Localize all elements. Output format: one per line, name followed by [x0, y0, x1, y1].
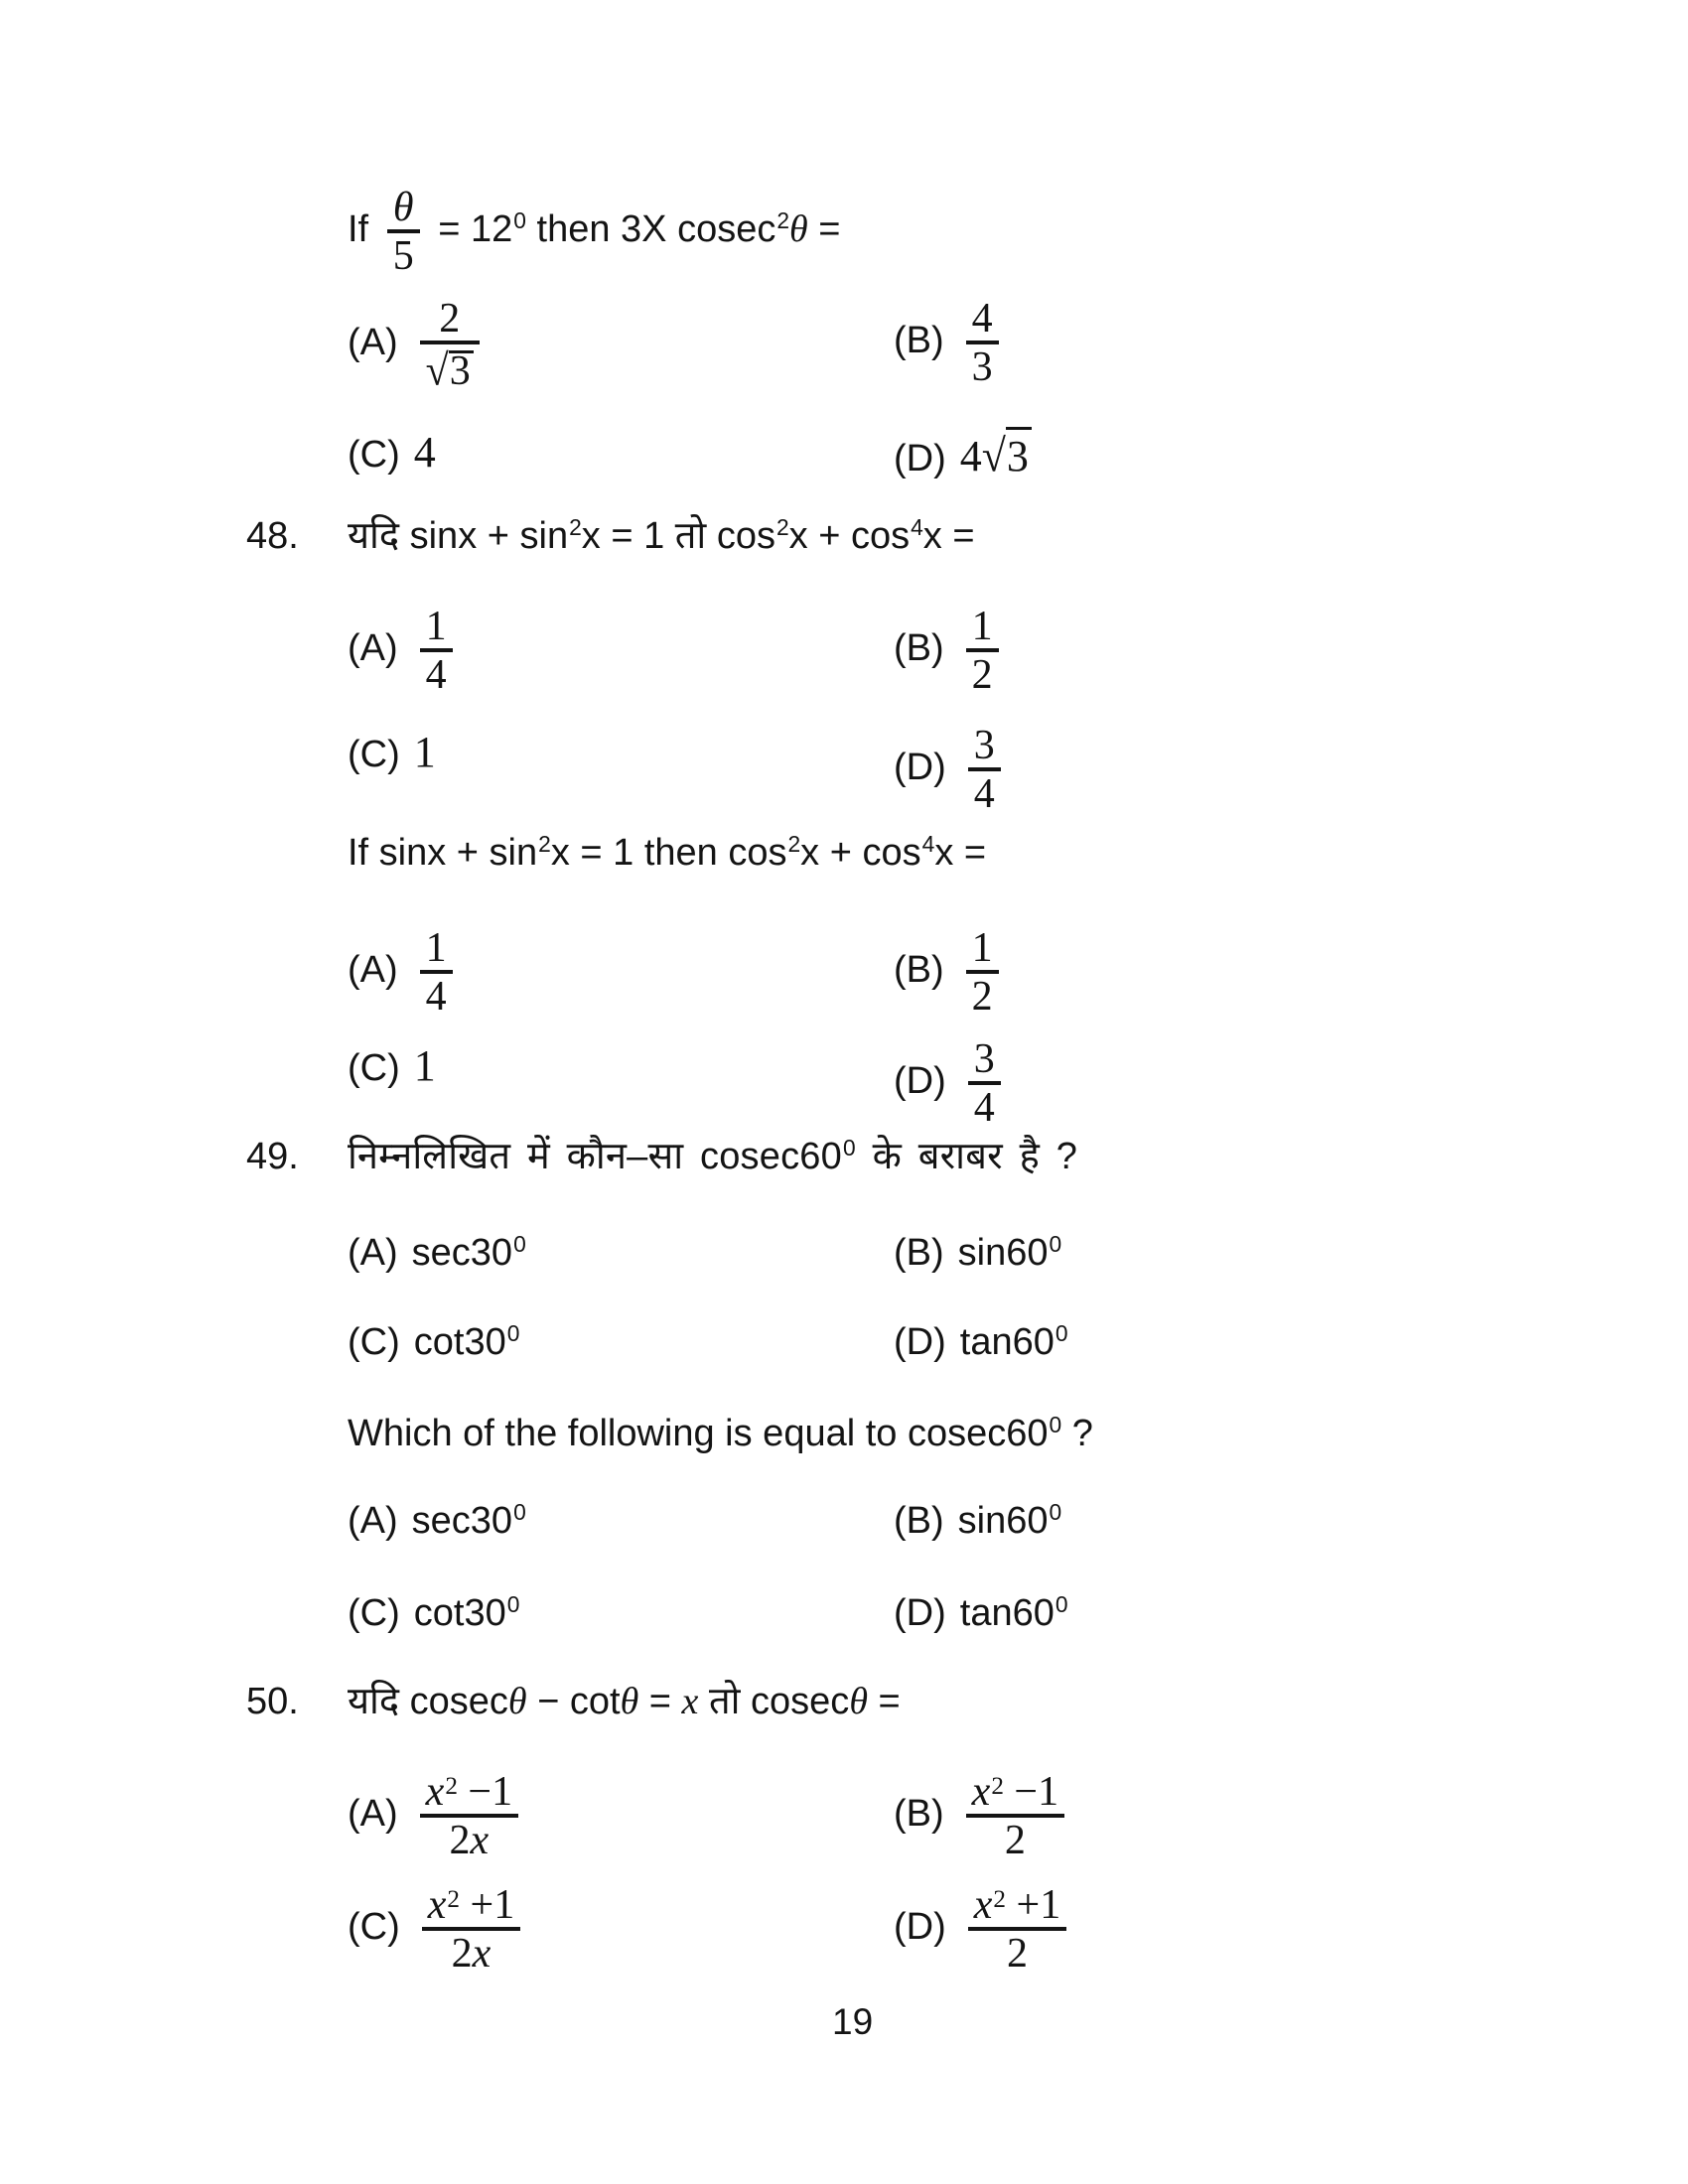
option-value: $\frac{1}{2}$	[958, 627, 1007, 669]
option-value: $\frac{1}{4}$	[412, 949, 461, 991]
option-47-a	[348, 296, 488, 396]
option-label: (D)	[894, 1592, 946, 1634]
option-49-b	[894, 1499, 1061, 1545]
option-48-c	[348, 727, 436, 779]
option-value: $\frac{x2 +1}{2}$	[960, 1906, 1074, 1948]
question-49-stem-hindi: निम्नलिखित में कौन–सा cosec600 के बराबर है ?	[348, 1135, 1078, 1177]
option-49-a	[348, 1499, 526, 1545]
option-label: (A)	[348, 322, 398, 364]
question-50-stem-hindi: यदि cosecθ − cotθ = x तो cosecθ =	[348, 1681, 901, 1722]
question-49-number: 49.	[246, 1136, 299, 1177]
question-48-stem-english: If sinx + sin2x = 1 then cos2x + cos4x =	[348, 831, 987, 874]
option-label: (B)	[894, 320, 944, 362]
option-label: (B)	[894, 1232, 944, 1274]
option-label: (A)	[348, 1232, 398, 1274]
option-value: $\frac{4}{3}$	[958, 314, 1007, 362]
option-48-c	[348, 1040, 436, 1093]
option-49-d	[894, 1320, 1068, 1366]
option-label: (D)	[894, 1059, 946, 1102]
option-value: $\frac{2}{√3}$	[412, 316, 488, 364]
option-label: (D)	[894, 1321, 946, 1363]
option-48-b	[894, 925, 1007, 1021]
option-label: (A)	[348, 948, 398, 991]
option-value: tan600	[959, 1591, 1068, 1634]
option-label: (B)	[894, 1500, 944, 1542]
option-value: $\frac{x2 +1}{2x}$	[414, 1906, 528, 1948]
option-label: (D)	[894, 746, 946, 788]
option-49-b	[894, 1231, 1061, 1277]
option-value: sec300	[411, 1499, 526, 1542]
option-value: sin600	[957, 1499, 1062, 1542]
option-48-d	[894, 723, 1009, 818]
option-48-a	[348, 925, 461, 1021]
option-value: $\frac{3}{4}$	[960, 747, 1009, 788]
option-50-b	[894, 1769, 1072, 1864]
option-value: 1	[413, 728, 436, 776]
option-47-b	[894, 296, 1007, 391]
option-49-c	[348, 1320, 519, 1366]
option-50-c	[348, 1882, 528, 1978]
option-label: (C)	[348, 1321, 400, 1363]
option-label: (B)	[894, 626, 944, 669]
option-value: 1	[413, 1041, 436, 1090]
page-number: 19	[832, 2001, 874, 2042]
option-label: (A)	[348, 1500, 398, 1542]
option-49-d	[894, 1591, 1068, 1637]
option-value: 4	[413, 428, 436, 477]
option-48-d	[894, 1036, 1009, 1132]
option-label: (C)	[348, 434, 400, 476]
option-value: $\frac{3}{4}$	[960, 1060, 1009, 1102]
option-48-b	[894, 604, 1007, 699]
question-47-stem-english: If $\frac{\theta}{5}$ = 120 then 3X cosec2θ =	[348, 185, 841, 280]
option-value: tan600	[959, 1320, 1068, 1363]
option-label: (B)	[894, 948, 944, 991]
question-49-stem-english: Which of the following is equal to cosec600 ?	[348, 1412, 1093, 1454]
option-47-d	[894, 427, 1032, 483]
option-label: (D)	[894, 1905, 946, 1948]
option-label: (C)	[348, 1905, 400, 1948]
option-47-c	[348, 427, 436, 479]
option-50-d	[894, 1882, 1074, 1978]
option-label: (A)	[348, 626, 398, 669]
option-value: 4√3	[960, 432, 1032, 480]
option-value: sin600	[957, 1231, 1062, 1274]
option-label: (C)	[348, 1592, 400, 1634]
option-label: (D)	[894, 438, 946, 479]
option-label: (C)	[348, 734, 400, 775]
question-48-number: 48.	[246, 515, 299, 557]
option-49-c	[348, 1591, 519, 1637]
option-value: $\frac{1}{2}$	[958, 949, 1007, 991]
option-label: (C)	[348, 1047, 400, 1089]
option-49-a	[348, 1231, 526, 1277]
question-50-number: 50.	[246, 1681, 299, 1722]
option-value: cot300	[413, 1320, 520, 1363]
question-48-stem-hindi: यदि sinx + sin2x = 1 तो cos2x + cos4x =	[348, 514, 975, 557]
option-label: (B)	[894, 1792, 944, 1835]
option-value: $\frac{1}{4}$	[412, 627, 461, 669]
option-50-a	[348, 1769, 526, 1864]
option-value: cot300	[413, 1591, 520, 1634]
option-48-a	[348, 604, 461, 699]
option-value: $\frac{x2 -1}{2x}$	[412, 1793, 526, 1835]
option-value: $\frac{x2 -1}{2}$	[958, 1793, 1072, 1835]
option-value: sec300	[411, 1231, 526, 1274]
option-label: (A)	[348, 1792, 398, 1835]
